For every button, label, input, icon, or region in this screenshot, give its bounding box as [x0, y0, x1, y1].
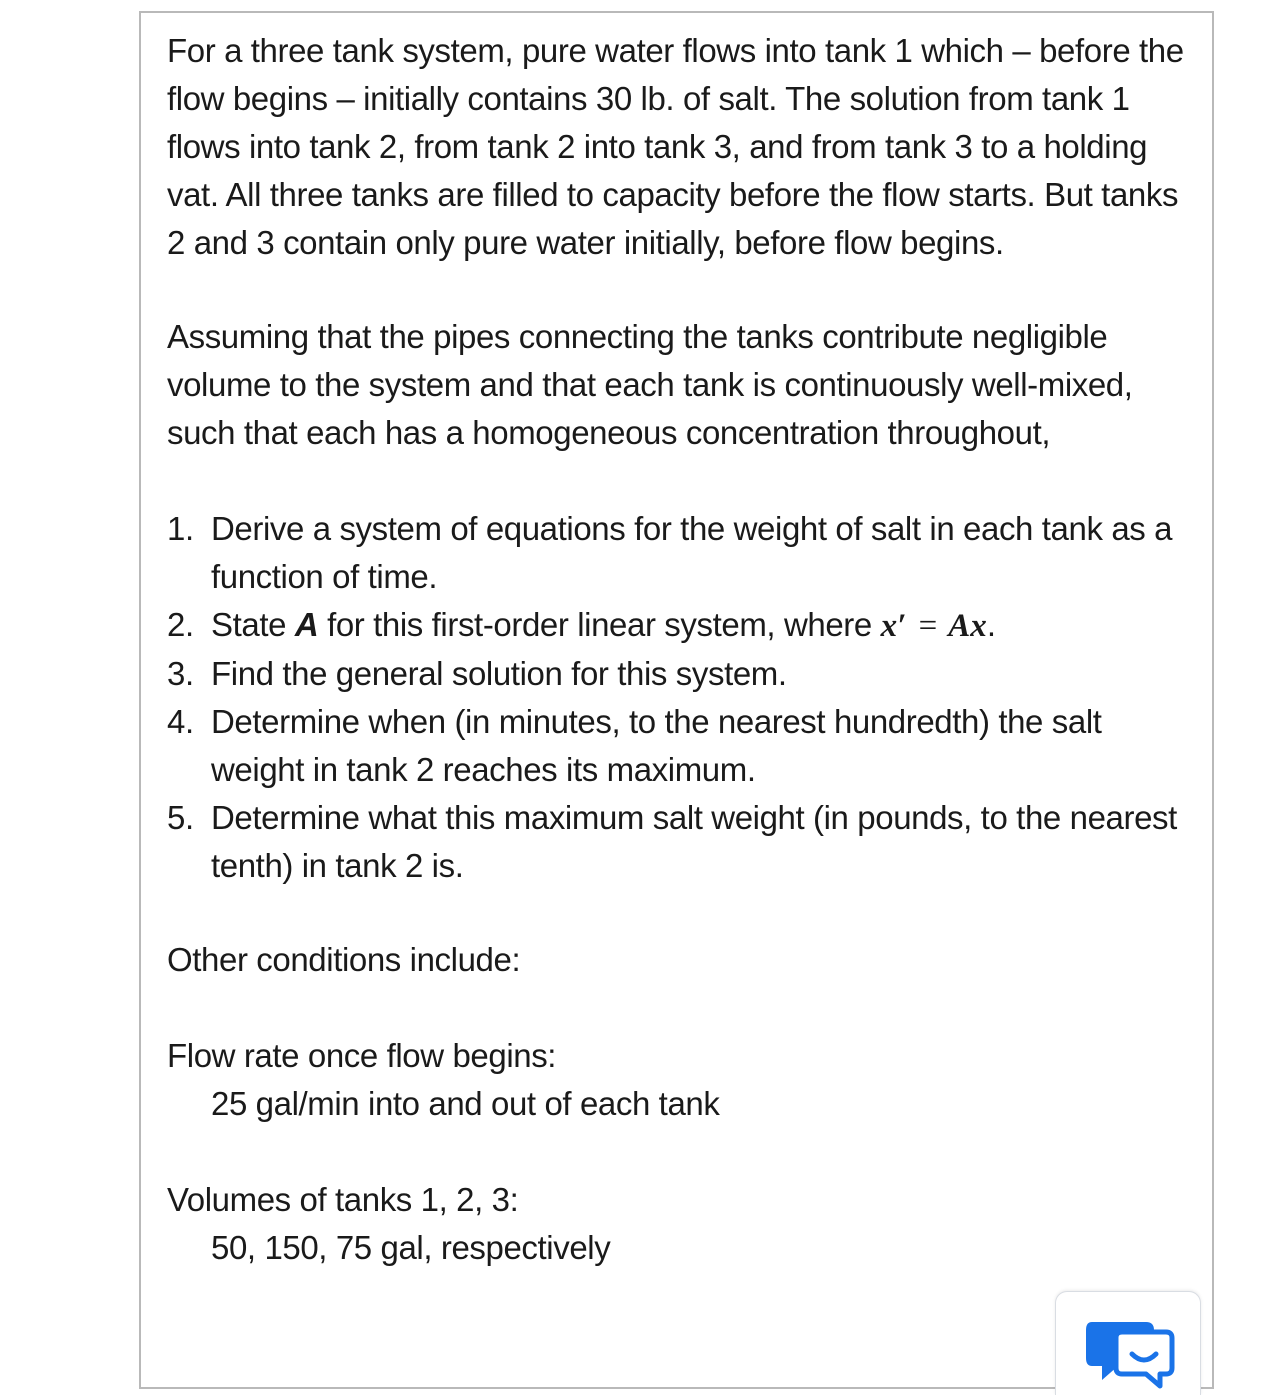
question-text: Derive a system of equations for the weight of salt in each tank as a function of time.: [211, 510, 1173, 595]
other-conditions-label: Other conditions include:: [167, 941, 521, 978]
chat-bubble-smile-icon: [1084, 1318, 1176, 1390]
question-number: 1.: [167, 510, 194, 547]
question-item-2: [167, 601, 1192, 650]
question-text: Find the general solution for this system.: [211, 655, 787, 692]
question-text: Determine what this maximum salt weight (in pounds, to the nearest tenth) in tank 2 is.: [211, 799, 1177, 884]
equation-rhs: Ax: [948, 608, 987, 644]
question-item-1: [167, 505, 1192, 601]
question-list: [167, 505, 1192, 890]
volumes-value: 50, 150, 75 gal, respectively: [211, 1229, 611, 1266]
question-item-4: [167, 698, 1192, 794]
matrix-symbol: A: [294, 606, 319, 643]
question-number: 2.: [167, 606, 194, 643]
assumption-paragraph: Assuming that the pipes connecting the tanks contribute negligible volume to the system and that each tank is continuously well-mixed, such that each has a homogeneous concentration throughout,: [167, 318, 1133, 451]
question-number: 5.: [167, 799, 194, 836]
question-suffix: .: [986, 606, 996, 643]
equation-equals: =: [918, 608, 938, 644]
question-mid: for this first-order linear system, where: [327, 606, 872, 643]
question-item-5: [167, 794, 1192, 890]
equation-lhs: x′: [880, 608, 907, 644]
chat-widget-button[interactable]: [1055, 1291, 1201, 1395]
flow-rate-label: Flow rate once flow begins:: [167, 1037, 557, 1074]
problem-card: [139, 11, 1214, 1389]
question-prefix: State: [211, 606, 287, 643]
intro-paragraph: For a three tank system, pure water flows into tank 1 which – before the flow begins – initially contains 30 lb. of salt. The solution from tank 1 flows into tank 2, from tank 2 into tank 3, and from tank 3 to a holding vat. All three tanks are filled to capacity before the flow starts. But tanks 2 and 3 contain only pure water initially, before flow begins.: [167, 32, 1184, 261]
question-number: 3.: [167, 655, 194, 692]
question-item-3: [167, 650, 1192, 698]
volumes-label: Volumes of tanks 1, 2, 3:: [167, 1181, 519, 1218]
equation: [881, 608, 987, 644]
question-number: 4.: [167, 703, 194, 740]
flow-rate-value: 25 gal/min into and out of each tank: [211, 1085, 720, 1122]
question-text: Determine when (in minutes, to the nearest hundredth) the salt weight in tank 2 reaches its maximum.: [211, 703, 1102, 788]
problem-content: [167, 27, 1192, 1272]
